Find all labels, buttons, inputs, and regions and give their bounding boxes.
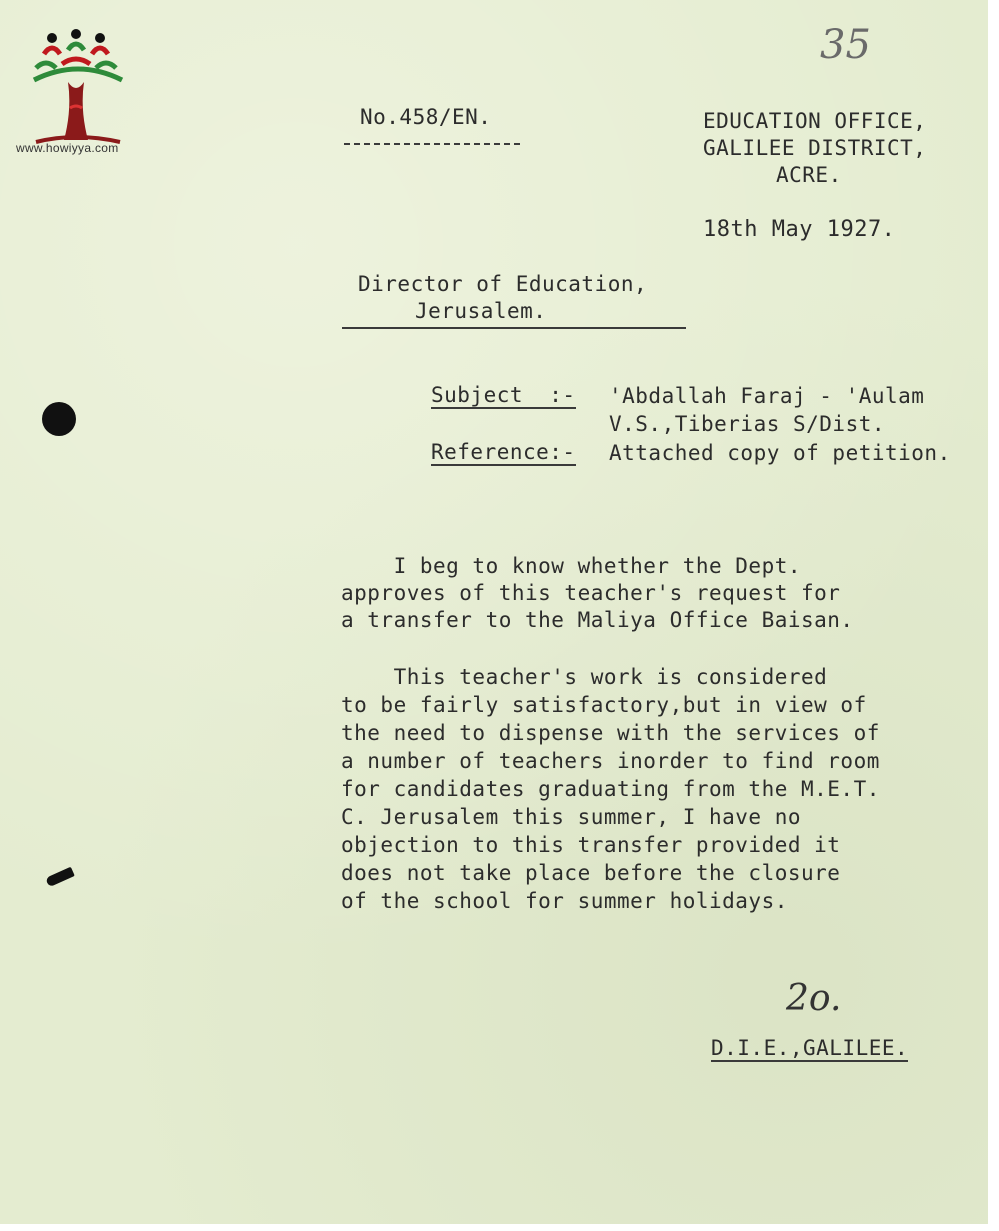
body-2-line: to be fairly satisfactory,but in view of — [341, 693, 867, 717]
reference-number: No.458/EN. — [360, 105, 492, 129]
signatory — [711, 1035, 908, 1062]
subject-label — [431, 382, 576, 409]
folio-number: 35 — [820, 22, 871, 68]
body-2-line: for candidates graduating from the M.E.T. — [341, 777, 880, 801]
scan-border-right — [988, 0, 999, 1231]
recipient-line-2: Jerusalem. — [415, 299, 547, 323]
body-2-line: does not take place before the closure — [341, 861, 841, 885]
body-2-line: a number of teachers inorder to find room — [341, 749, 880, 773]
reference-underline — [344, 143, 520, 145]
sender-line-1: EDUCATION OFFICE, — [703, 109, 927, 133]
subject-line-2: V.S.,Tiberias S/Dist. — [609, 412, 886, 436]
body-2-line: This teacher's work is considered — [341, 665, 828, 689]
recipient-underline — [342, 327, 686, 329]
letter-date: 18th May 1927. — [703, 217, 896, 242]
scan-border-bottom — [0, 1224, 999, 1231]
body-2-line: C. Jerusalem this summer, I have no — [341, 805, 802, 829]
sender-line-2: GALILEE DISTRICT, — [703, 136, 927, 160]
ink-mark — [45, 867, 75, 888]
punch-hole-mark — [42, 402, 76, 436]
subject-line-1: 'Abdallah Faraj - 'Aulam — [609, 384, 925, 408]
watermark-url: www.howiyya.com — [16, 141, 119, 155]
recipient-line-1: Director of Education, — [358, 272, 648, 296]
body-2-line: the need to dispense with the services of — [341, 721, 880, 745]
body-1-line: a transfer to the Maliya Office Baisan. — [341, 608, 854, 632]
reference-text: Attached copy of petition. — [609, 441, 951, 465]
body-1-line: I beg to know whether the Dept. — [341, 554, 802, 578]
body-1-line: approves of this teacher's request for — [341, 581, 841, 605]
signatory-text: D.I.E.,GALILEE. — [711, 1036, 909, 1060]
body-2-line: objection to this transfer provided it — [341, 833, 841, 857]
sender-line-3: ACRE. — [776, 163, 842, 187]
body-2-line: of the school for summer holidays. — [341, 889, 788, 913]
howiyya-logo — [14, 18, 142, 158]
reference-label-text: Reference:- — [431, 440, 576, 464]
reference-label — [431, 439, 576, 466]
handwritten-signature: 2o. — [786, 978, 842, 1019]
subject-label-text: Subject :- — [431, 383, 576, 407]
